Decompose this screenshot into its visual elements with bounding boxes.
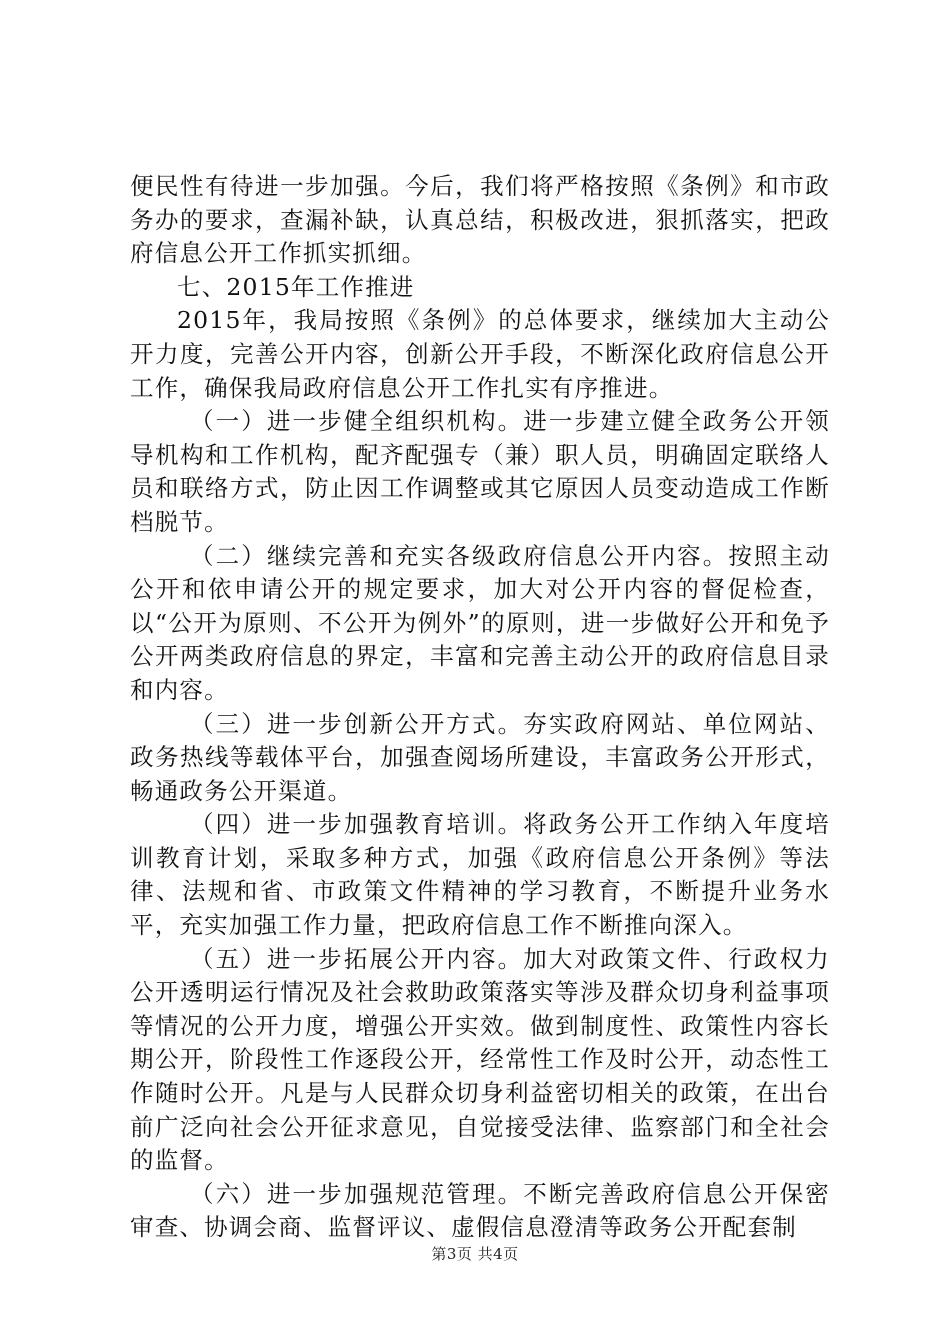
intro-paragraph: 2015年，我局按照《条例》的总体要求，继续加大主动公开力度，完善公开内容，创新公开手段，不断深化政府信息公开工作，确保我局政府信息公开工作扎实有序推进。 xyxy=(130,306,830,402)
section-heading: 七、2015年工作推进 xyxy=(177,272,415,301)
item-paragraph-3: （三）进一步创新公开方式。夯实政府网站、单位网站、政务热线等载体平台，加强查阅场所建设，丰富政务公开形式，畅通政务公开渠道。 xyxy=(130,709,830,805)
page-number-footer: 第3页 共4页 xyxy=(431,1245,519,1263)
continuation-paragraph: 便民性有待进一步加强。今后，我们将严格按照《条例》和市政务办的要求，查漏补缺，认真总结，积极改进，狠抓落实，把政府信息公开工作抓实抓细。 xyxy=(130,172,830,268)
item-paragraph-1: （一）进一步健全组织机构。进一步建立健全政务公开领导机构和工作机构，配齐配强专（兼）职人员，明确固定联络人员和联络方式，防止因工作调整或其它原因人员变动造成工作断档脱节。 xyxy=(130,407,830,536)
item-paragraph-6: （六）进一步加强规范管理。不断完善政府信息公开保密审查、协调会商、监督评议、虚假信息澄清等政务公开配套制 xyxy=(130,1179,830,1242)
item-paragraph-5: （五）进一步拓展公开内容。加大对政策文件、行政权力公开透明运行情况及社会救助政策落实等涉及群众切身利益事项等情况的公开力度，增强公开实效。做到制度性、政策性内容长期公开，阶段性工作逐段公开，经常性工作及时公开，动态性工作随时公开。凡是与人民群众切身利益密切相关的政策，在出台前广泛向社会公开征求意见，自觉接受法律、监察部门和全社会的监督。 xyxy=(130,944,830,1175)
item-paragraph-4: （四）进一步加强教育培训。将政务公开工作纳入年度培训教育计划，采取多种方式，加强《政府信息公开条例》等法律、法规和省、市政策文件精神的学习教育，不断提升业务水平，充实加强工作力量，把政府信息工作不断推向深入。 xyxy=(130,810,830,940)
document-body xyxy=(130,170,830,1245)
item-paragraph-2: （二）继续完善和充实各级政府信息公开内容。按照主动公开和依申请公开的规定要求，加大对公开内容的督促检查，以“公开为原则、不公开为例外”的原则，进一步做好公开和免予公开两类政府信息的界定，丰富和完善主动公开的政府信息目录和内容。 xyxy=(130,541,830,704)
